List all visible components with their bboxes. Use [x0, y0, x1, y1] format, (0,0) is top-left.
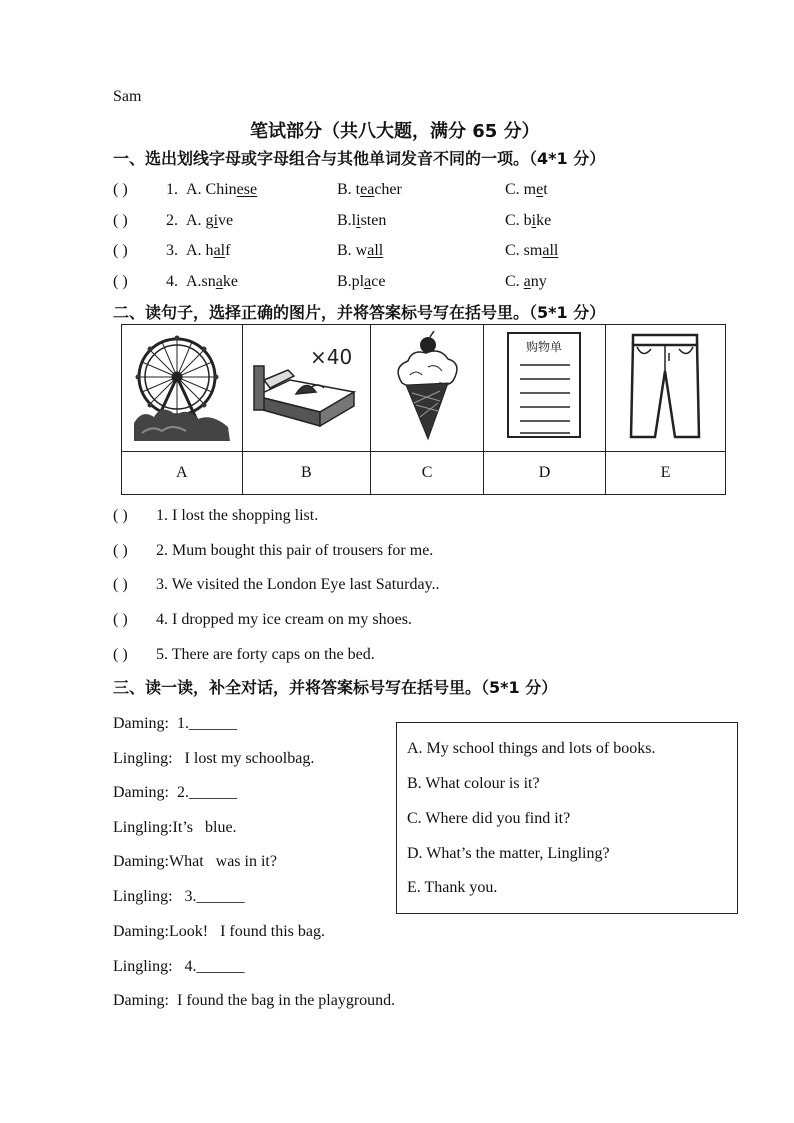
option-e: E. Thank you.	[407, 879, 498, 896]
sentence: 1. I lost the shopping list.	[156, 507, 319, 524]
picture-label-c: C	[371, 452, 484, 495]
dialogue-line: Lingling: 4.______	[113, 958, 245, 975]
picture-cell-e	[605, 325, 725, 452]
answer-blank[interactable]: ( )	[113, 542, 128, 559]
question-number: 3.	[166, 242, 178, 259]
underlined-letters: ese	[236, 181, 258, 198]
dialogue-line: Daming: I found the bag in the playground.	[113, 992, 396, 1009]
choice-a: A. Chinese	[186, 181, 258, 198]
ferris-wheel-icon	[132, 331, 232, 441]
sentence: 2. Mum bought this pair of trousers for me.	[156, 542, 434, 559]
sentence: 4. I dropped my ice cream on my shoes.	[156, 611, 412, 628]
choice-c: C. met	[505, 181, 548, 198]
section2-heading: 二、读句子，选择正确的图片，并将答案标号写在括号里。（5*1 分）	[113, 303, 606, 322]
choice-b: B. wall	[337, 242, 384, 259]
picture-label-e: E	[605, 452, 725, 495]
answer-blank[interactable]: ( )	[113, 611, 128, 628]
dialogue-line: Lingling:It’s blue.	[113, 819, 237, 836]
dialogue-line: Daming: 2.______	[113, 784, 237, 801]
question-number: 1.	[166, 181, 178, 198]
underlined-letters: e	[536, 181, 544, 198]
picture-cell-d	[484, 325, 606, 452]
answer-blank[interactable]: ( )	[113, 212, 128, 229]
answer-blank[interactable]: ( )	[113, 181, 128, 198]
underlined-letters: all	[542, 242, 559, 259]
options-box	[396, 722, 738, 914]
answer-blank[interactable]: ( )	[113, 646, 128, 663]
picture-table	[121, 324, 726, 495]
underlined-letters: i	[531, 212, 537, 229]
bed-with-caps-icon	[250, 336, 362, 436]
answer-blank[interactable]: ( )	[113, 273, 128, 290]
choice-a: A.snake	[186, 273, 238, 290]
question-number: 2.	[166, 212, 178, 229]
option-b: B. What colour is it?	[407, 775, 540, 792]
dialogue-line: Daming: 1.______	[113, 715, 237, 732]
picture-label-b: B	[242, 452, 371, 495]
option-c: C. Where did you find it?	[407, 810, 571, 827]
option-d: D. What’s the matter, Lingling?	[407, 845, 610, 862]
shopping-list-icon	[504, 331, 584, 441]
picture-cell-c	[371, 325, 484, 452]
picture-cell-b	[242, 325, 371, 452]
section1-heading: 一、选出划线字母或字母组合与其他单词发音不同的一项。（4*1 分）	[113, 149, 606, 168]
option-a: A. My school things and lots of books.	[407, 740, 656, 757]
answer-blank[interactable]: ( )	[113, 576, 128, 593]
choice-c: C. bike	[505, 212, 552, 229]
list-caption: 购物单	[526, 339, 563, 354]
page-title: 笔试部分（共八大题，满分 65 分）	[250, 121, 540, 142]
dialogue-line: Lingling: I lost my schoolbag.	[113, 750, 315, 767]
choice-c: C. any	[505, 273, 547, 290]
underlined-letters: i	[213, 212, 219, 229]
choice-a: A. give	[186, 212, 234, 229]
underlined-letters: all	[367, 242, 384, 259]
choice-a: A. half	[186, 242, 231, 259]
picture-label-a: A	[122, 452, 243, 495]
underlined-letters: a	[523, 273, 531, 290]
choice-b: B. teacher	[337, 181, 402, 198]
section3-heading: 三、读一读，补全对话，并将答案标号写在括号里。（5*1 分）	[113, 678, 558, 697]
dialogue-line: Lingling: 3.______	[113, 888, 245, 905]
underlined-letters: ea	[360, 181, 375, 198]
bed-caption: ×40	[310, 344, 353, 369]
question-number: 4.	[166, 273, 178, 290]
ice-cream-icon	[392, 331, 462, 441]
trousers-icon	[625, 331, 705, 441]
choice-b: B.listen	[337, 212, 387, 229]
sentence: 3. We visited the London Eye last Saturday..	[156, 576, 440, 593]
sentence: 5. There are forty caps on the bed.	[156, 646, 375, 663]
underlined-letters: a	[215, 273, 223, 290]
underlined-letters: a	[364, 273, 372, 290]
underlined-letters: al	[213, 242, 226, 259]
choice-c: C. small	[505, 242, 559, 259]
answer-blank[interactable]: ( )	[113, 242, 128, 259]
picture-label-d: D	[484, 452, 606, 495]
student-name: Sam	[113, 88, 142, 105]
answer-blank[interactable]: ( )	[113, 507, 128, 524]
dialogue-line: Daming:What was in it?	[113, 853, 277, 870]
choice-b: B.place	[337, 273, 386, 290]
underlined-letters: i	[356, 212, 361, 229]
dialogue-line: Daming:Look! I found this bag.	[113, 923, 325, 940]
picture-cell-a	[122, 325, 243, 452]
